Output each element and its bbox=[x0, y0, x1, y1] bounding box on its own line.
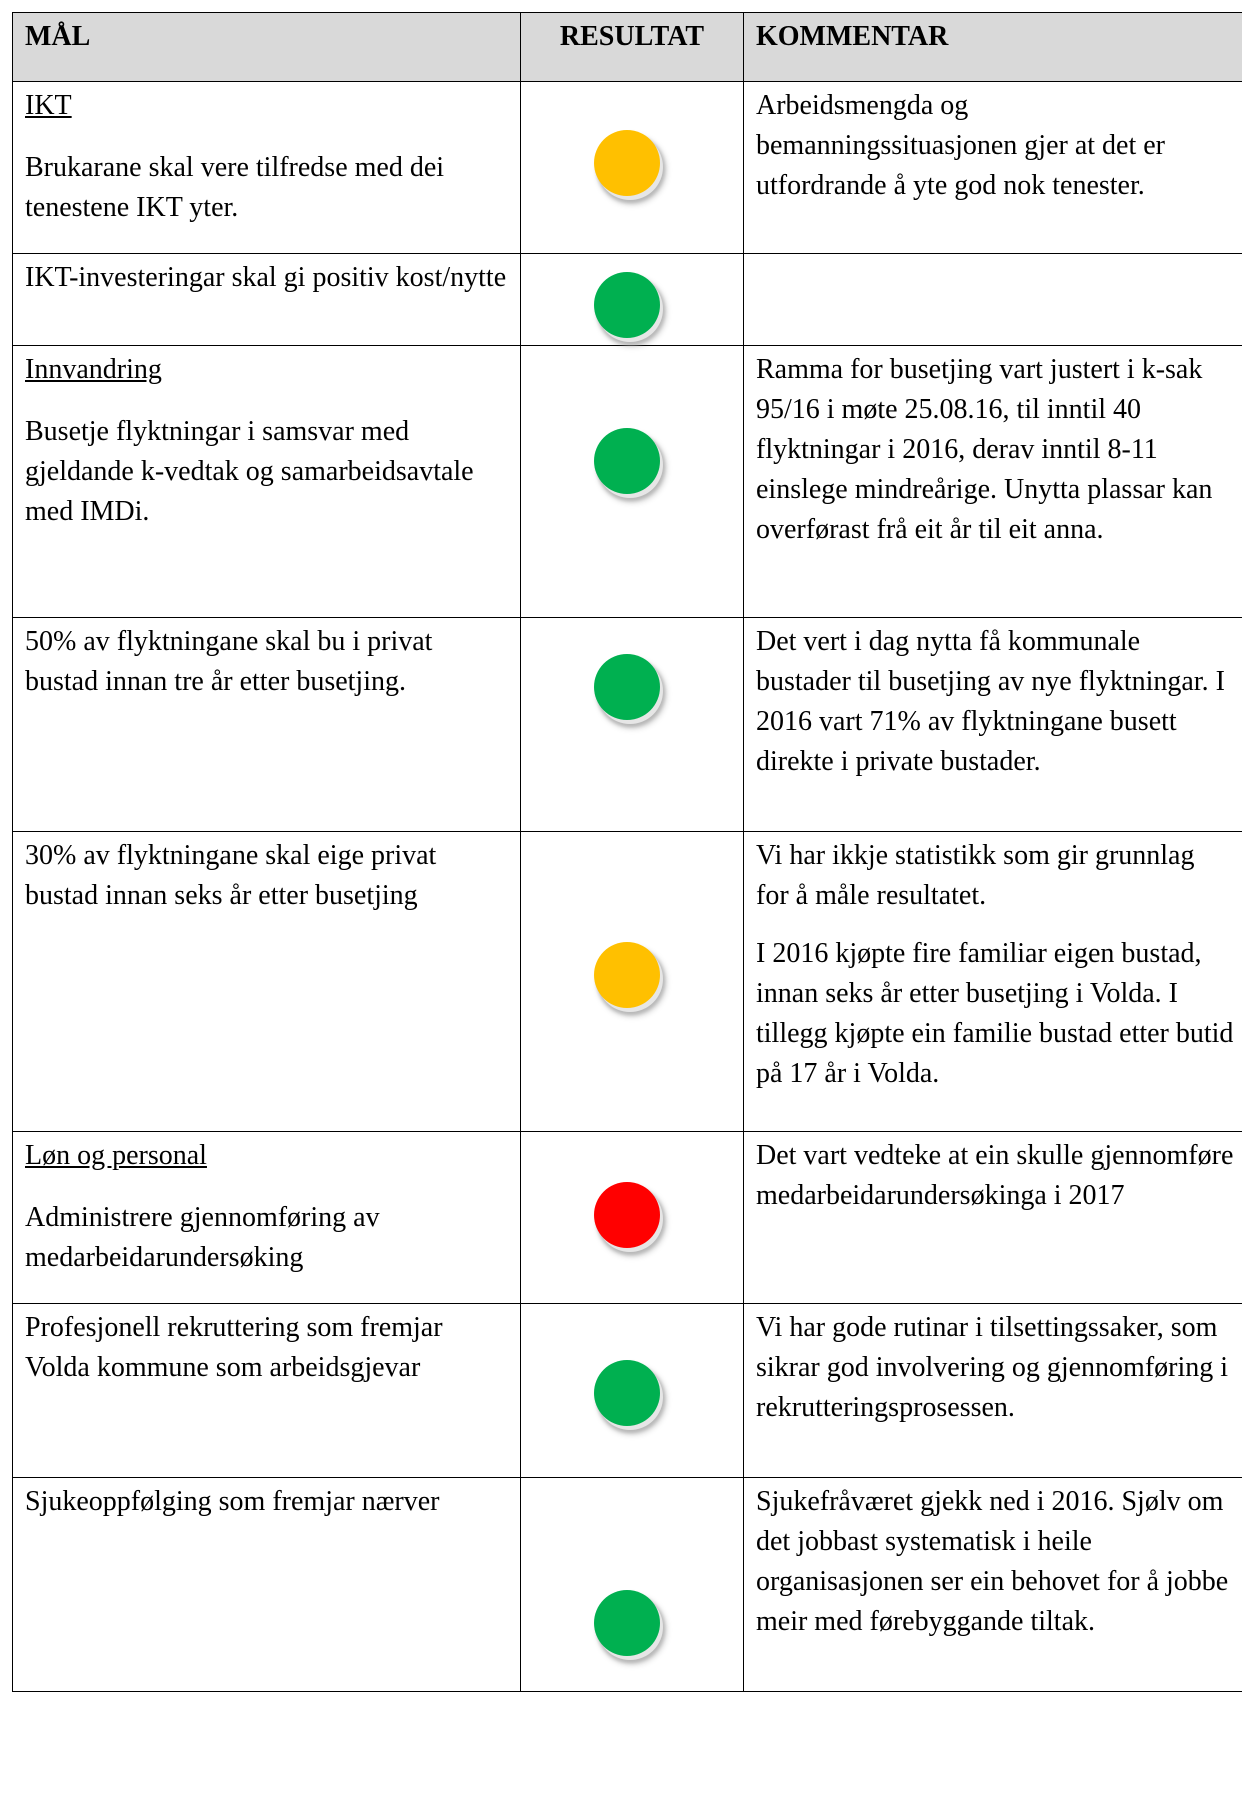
goal-cell bbox=[13, 1478, 521, 1692]
goal-text: 50% av flyktningane skal bu i privat bustad innan tre år etter busetjing. bbox=[25, 626, 433, 697]
result-cell bbox=[521, 618, 744, 832]
header-goal: MÅL bbox=[13, 13, 521, 82]
comment-text: Ramma for busetjing vart justert i k-sak 95/16 i møte 25.08.16, til inntil 40 flyktningar i 2016, derav inntil 8-11 einslege mindreårige. Unytta plassar kan overførast frå eit år til eit anna. bbox=[756, 354, 1213, 545]
goal-text: Brukarane skal vere tilfredse med dei tenestene IKT yter. bbox=[25, 152, 445, 223]
goal-cell bbox=[13, 618, 521, 832]
goal-cell bbox=[13, 1304, 521, 1478]
comment-cell bbox=[744, 254, 1242, 346]
table-row bbox=[13, 346, 1242, 618]
goal-text: Profesjonell rekruttering som fremjar Volda kommune som arbeidsgjevar bbox=[25, 1312, 443, 1383]
comment-text: Sjukefråværet gjekk ned i 2016. Sjølv om det jobbast systematisk i heile organisasjonen ser ein behovet for å jobbe meir med førebyggande tiltak. bbox=[756, 1486, 1229, 1637]
goal-text: 30% av flyktningane skal eige privat bustad innan seks år etter busetjing bbox=[25, 840, 437, 911]
status-indicator-green-icon bbox=[594, 272, 660, 338]
comment-text: Vi har ikkje statistikk som gir grunnlag for å måle resultatet. bbox=[756, 840, 1195, 911]
table-header-row bbox=[13, 13, 1242, 82]
comment-cell bbox=[744, 346, 1242, 618]
comment-cell bbox=[744, 82, 1242, 254]
status-indicator-red-icon bbox=[594, 1182, 660, 1248]
goal-text: Sjukeoppfølging som fremjar nærver bbox=[25, 1486, 440, 1517]
comment-cell bbox=[744, 1132, 1242, 1304]
table-row bbox=[13, 82, 1242, 254]
comment-text: Det vart vedteke at ein skulle gjennomføre medarbeidarundersøkinga i 2017 bbox=[756, 1140, 1234, 1211]
result-cell bbox=[521, 254, 744, 346]
comment-text: I 2016 kjøpte fire familiar eigen bustad, innan seks år etter busetjing i Volda. I tillegg kjøpte ein familie bustad etter butid på 17 år i Volda. bbox=[756, 938, 1234, 1089]
result-cell bbox=[521, 1132, 744, 1304]
table-row bbox=[13, 618, 1242, 832]
result-cell bbox=[521, 832, 744, 1132]
status-indicator-green-icon bbox=[594, 428, 660, 494]
result-cell bbox=[521, 1478, 744, 1692]
goal-cell bbox=[13, 254, 521, 346]
status-indicator-green-icon bbox=[594, 654, 660, 720]
goal-cell bbox=[13, 346, 521, 618]
goals-results-table bbox=[12, 12, 1242, 1692]
comment-cell bbox=[744, 618, 1242, 832]
table-row bbox=[13, 1132, 1242, 1304]
table-row bbox=[13, 1478, 1242, 1692]
section-heading: Innvandring bbox=[25, 354, 162, 385]
comment-text: Vi har gode rutinar i tilsettingssaker, som sikrar god involvering og gjennomføring i rekrutteringsprosessen. bbox=[756, 1312, 1229, 1423]
comment-cell bbox=[744, 832, 1242, 1132]
section-heading: IKT bbox=[25, 90, 72, 121]
result-cell bbox=[521, 346, 744, 618]
goal-text: Administrere gjennomføring av medarbeidarundersøking bbox=[25, 1202, 380, 1273]
table-row bbox=[13, 1304, 1242, 1478]
section-heading: Løn og personal bbox=[25, 1140, 207, 1171]
goal-cell bbox=[13, 832, 521, 1132]
result-cell bbox=[521, 82, 744, 254]
status-indicator-green-icon bbox=[594, 1360, 660, 1426]
status-indicator-green-icon bbox=[594, 1590, 660, 1656]
goal-cell bbox=[13, 82, 521, 254]
table-row bbox=[13, 254, 1242, 346]
goal-text: IKT-investeringar skal gi positiv kost/nytte bbox=[25, 262, 507, 293]
result-cell bbox=[521, 1304, 744, 1478]
comment-text: Det vert i dag nytta få kommunale bustader til busetjing av nye flyktningar. I 2016 vart 71% av flyktningane busett direkte i private bustader. bbox=[756, 626, 1225, 777]
comment-cell bbox=[744, 1304, 1242, 1478]
status-indicator-yellow-icon bbox=[594, 130, 660, 196]
goal-cell bbox=[13, 1132, 521, 1304]
header-comment: KOMMENTAR bbox=[744, 13, 1242, 82]
comment-text: Arbeidsmengda og bemanningssituasjonen gjer at det er utfordrande å yte god nok tenester. bbox=[756, 90, 1165, 201]
header-result: RESULTAT bbox=[521, 13, 744, 82]
status-indicator-yellow-icon bbox=[594, 942, 660, 1008]
comment-cell bbox=[744, 1478, 1242, 1692]
goal-text: Busetje flyktningar i samsvar med gjeldande k-vedtak og samarbeidsavtale med IMDi. bbox=[25, 416, 474, 527]
table-row bbox=[13, 832, 1242, 1132]
